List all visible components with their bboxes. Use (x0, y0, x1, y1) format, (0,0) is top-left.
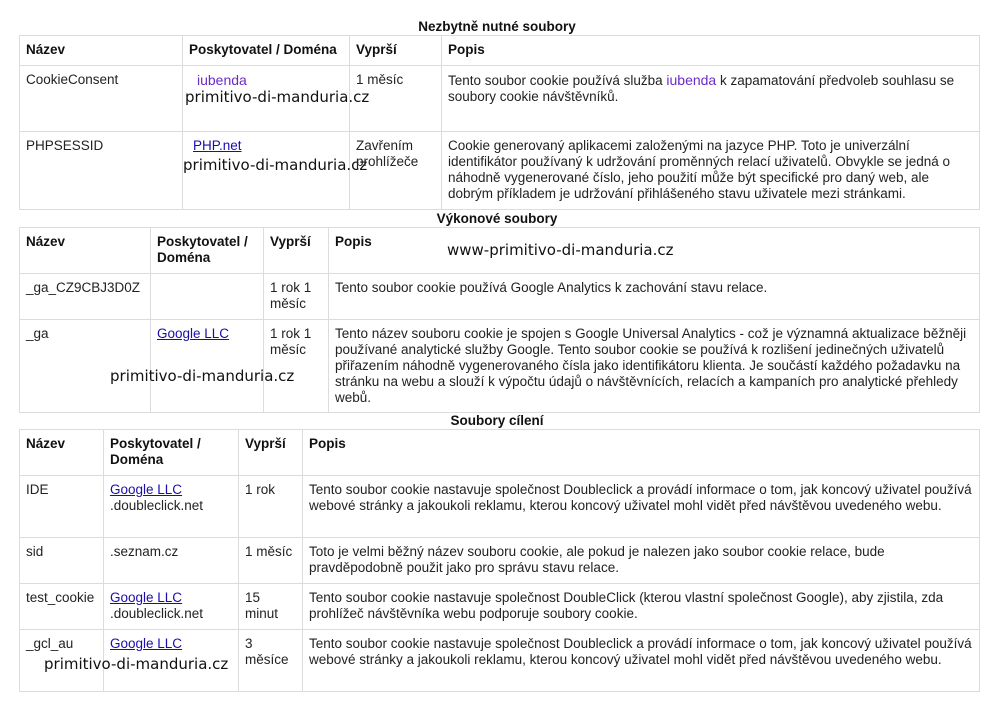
performance-cookies-table (19, 227, 980, 413)
description-text: Tento soubor cookie používá služba (448, 73, 667, 88)
iubenda-link[interactable]: iubenda (666, 72, 717, 88)
description-text: k zapamatování předvoleb souhlasu se soubory cookie návštěvníků. (448, 73, 955, 104)
table-row (20, 630, 980, 692)
cookie-description: Cookie generovaný aplikacemi založenými na jazyce PHP. Toto je univerzální identifikátor používaný k udržování proměnných relací uživatelů. Obvykle se jedná o náhodně vygenerované číslo, jeho použití může být specifické pro daný web, ale dobrým příkladem je udržování přihlášeného stavu uživatele mezi stránkami. (442, 132, 980, 210)
cookie-expires: 1 měsíc (350, 66, 442, 132)
header-provider: Poskytovatel / Doména (183, 36, 350, 66)
provider-domain: primitivo-di-manduria.cz (183, 156, 368, 174)
provider-link[interactable]: Google LLC (110, 636, 183, 651)
header-name: Název (20, 228, 151, 274)
cookie-expires: 3 měsíce (239, 630, 303, 692)
cookie-expires: 1 měsíc (239, 538, 303, 584)
cookie-name: IDE (20, 476, 104, 538)
table-header-row (20, 36, 980, 66)
section-title-targeting: Soubory cílení (450, 413, 544, 428)
cookie-expires: 1 rok (239, 476, 303, 538)
provider-cell (104, 476, 239, 538)
table-row (20, 132, 980, 210)
cookie-name-text: _ga (26, 326, 49, 341)
table-row (20, 584, 980, 630)
header-description: Popis (442, 36, 980, 66)
provider-cell (104, 538, 239, 584)
header-name: Název (20, 36, 183, 66)
cookie-expires: Zavřením prohlížeče (350, 132, 442, 210)
cookie-name-text: _gcl_au (26, 636, 74, 651)
provider-link[interactable]: PHP.net (193, 138, 242, 153)
cookie-expires: 1 rok 1 měsíc (264, 274, 329, 320)
provider-domain: .doubleclick.net (110, 498, 204, 513)
necessary-cookies-table (19, 35, 980, 210)
provider-cell (183, 66, 370, 132)
table-row (20, 274, 980, 320)
header-description: Popis (303, 430, 980, 476)
table-header-row (20, 430, 980, 476)
cookie-description: Tento soubor cookie nastavuje společnost DoubleClick (kterou vlastní společnost Google), aby zjistila, zda prohlížeč návštěvníka webu podporuje soubory cookie. (303, 584, 980, 630)
header-provider: Poskytovatel / Doména (151, 228, 264, 274)
section-title-necessary: Nezbytně nutné soubory (418, 19, 576, 34)
header-expires: Vyprší (239, 430, 303, 476)
cookie-description: Tento soubor cookie používá Google Analytics k zachování stavu relace. (329, 274, 980, 320)
targeting-cookies-table (19, 429, 980, 692)
cookie-name: _ga_CZ9CBJ3D0Z (20, 274, 151, 320)
cookie-description: Tento název souboru cookie je spojen s Google Universal Analytics - což je významná aktualizace běžněji používané analytické služby Google. Tento soubor cookie se používá k rozlišení jedinečných uživatelů přiřazením náhodně vygenerovaného čísla jako identifikátoru klienta. Je součástí každého požadavku na stránku na webu a slouží k výpočtu údajů o návštěvnících, relacích a kampaních pro analytické přehledy webů. (329, 320, 980, 413)
table-row (20, 538, 980, 584)
header-description-label: Popis (335, 234, 372, 249)
provider-domain: primitivo-di-manduria.cz (44, 655, 229, 673)
provider-domain: .seznam.cz (110, 544, 179, 559)
cookie-name: test_cookie (20, 584, 104, 630)
cookie-description: Toto je velmi běžný název souboru cookie, ale pokud je nalezen jako soubor cookie relace, bude pravděpodobně použit jako pro správu stavu relace. (303, 538, 980, 584)
cookie-name: sid (20, 538, 104, 584)
cookie-name: PHPSESSID (20, 132, 183, 210)
provider-iubenda[interactable]: iubenda (197, 72, 247, 88)
header-expires: Vyprší (350, 36, 442, 66)
provider-link[interactable]: Google LLC (157, 326, 230, 341)
section-title-performance: Výkonové soubory (436, 211, 558, 226)
header-expires: Vyprší (264, 228, 329, 274)
header-provider: Poskytovatel / Doména (104, 430, 239, 476)
provider-cell (151, 274, 264, 320)
provider-domain: primitivo-di-manduria.cz (185, 88, 370, 106)
provider-cell (183, 132, 368, 210)
table-row (20, 66, 980, 132)
table-row (20, 320, 980, 413)
cookie-name: CookieConsent (20, 66, 183, 132)
cookie-description: Tento soubor cookie nastavuje společnost Doubleclick a provádí informace o tom, jak koncový uživatel používá webové stránky a jakoukoli reklamu, kterou koncový uživatel mohl vidět před návštěvou uvedeného webu. (303, 476, 980, 538)
cookie-description: Tento soubor cookie nastavuje společnost Doubleclick a provádí informace o tom, jak koncový uživatel používá webové stránky a jakoukoli reklamu, kterou koncový uživatel mohl vidět před návštěvou uvedeného webu. (303, 630, 980, 692)
provider-domain: primitivo-di-manduria.cz (110, 367, 295, 385)
cookie-expires: 1 rok 1 měsíc (264, 320, 329, 413)
header-description (329, 228, 980, 274)
provider-link[interactable]: Google LLC (110, 482, 183, 497)
watermark-text: www-primitivo-di-manduria.cz (447, 241, 674, 259)
header-name: Název (20, 430, 104, 476)
table-header-row (20, 228, 980, 274)
cookie-description (442, 66, 980, 132)
provider-cell (104, 584, 239, 630)
table-row (20, 476, 980, 538)
cookie-expires: 15 minut (239, 584, 303, 630)
provider-link[interactable]: Google LLC (110, 590, 183, 605)
provider-domain: .doubleclick.net (110, 606, 204, 621)
provider-cell (151, 320, 264, 413)
